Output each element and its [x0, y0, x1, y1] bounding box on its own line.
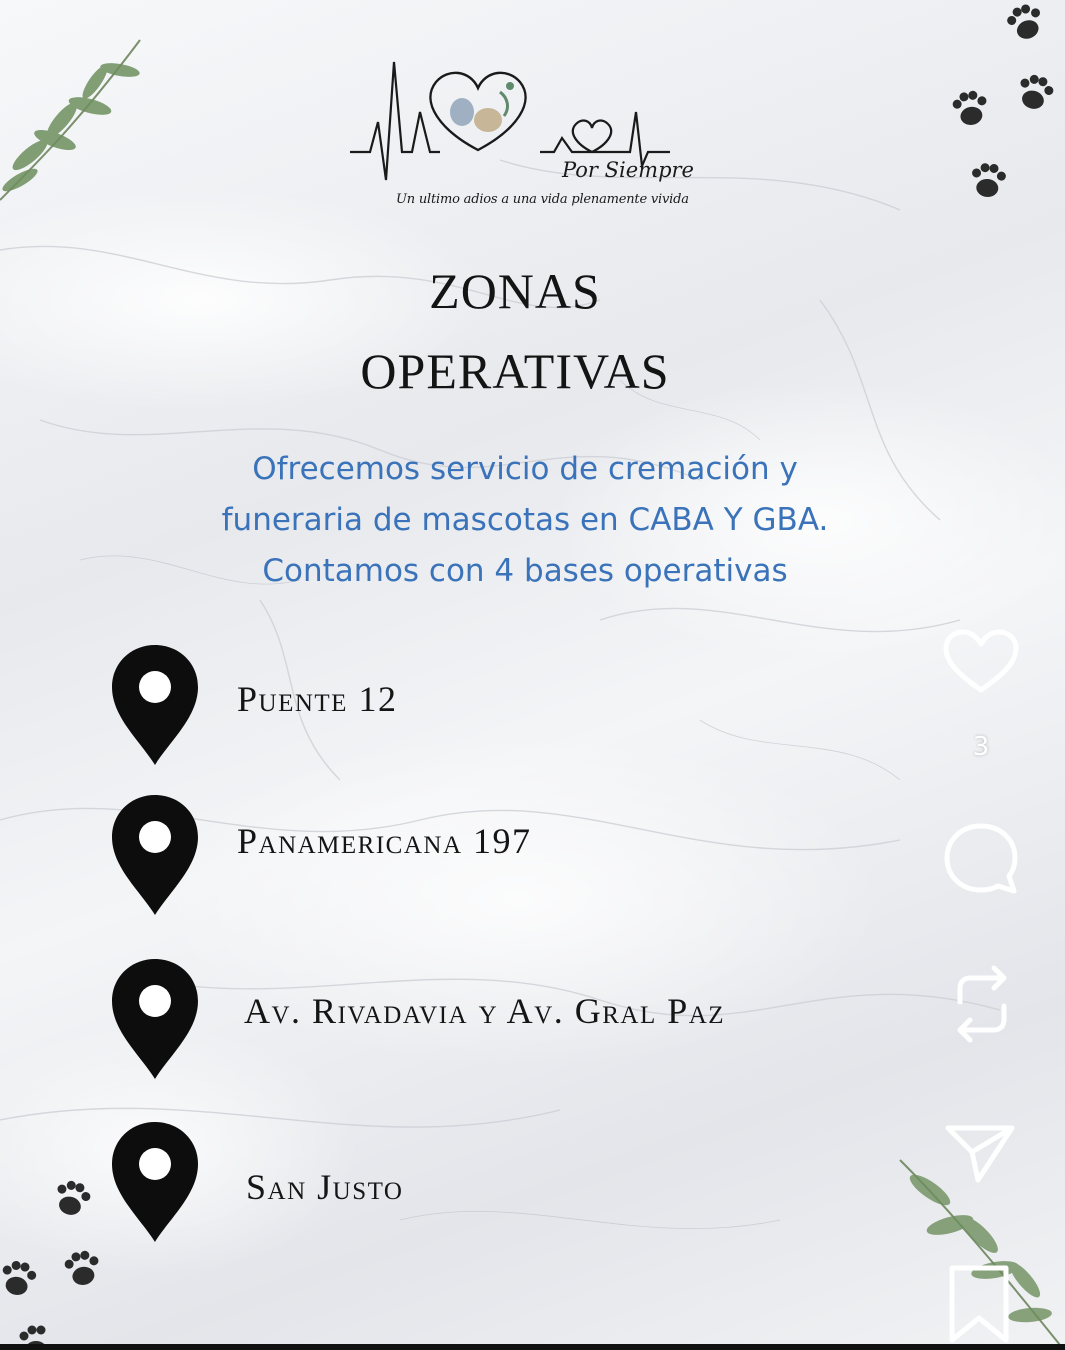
logo-name: Por Siempre: [562, 158, 694, 182]
subtitle-line-3: Contamos con 4 bases operativas: [262, 553, 788, 589]
bookmark-icon[interactable]: [946, 1264, 1012, 1344]
paw-prints-top-right: [940, 0, 1065, 220]
location-pin-icon: [110, 1120, 200, 1244]
paw-prints-bottom-left: [0, 1170, 120, 1350]
logo-tagline: Un ultimo adios a una vida plenamente vivida: [396, 192, 689, 207]
location-label: Panamericana 197: [237, 821, 532, 861]
repost-icon[interactable]: [948, 962, 1016, 1046]
location-pin-icon: [110, 643, 200, 767]
bottom-edge-bar: [0, 1344, 1065, 1350]
comment-icon[interactable]: [941, 820, 1021, 896]
location-label: Av. Rivadavia y Av. Gral Paz: [244, 991, 726, 1031]
subtitle-line-2: funeraria de mascotas en CABA Y GBA.: [221, 502, 829, 538]
location-label: Puente 12: [237, 679, 398, 719]
location-pin-icon: [110, 957, 200, 1081]
title-line-2: OPERATIVAS: [360, 343, 670, 399]
subtitle-line-1: Ofrecemos servicio de cremación y: [252, 451, 798, 487]
share-icon[interactable]: [944, 1122, 1016, 1184]
brand-logo: [340, 52, 710, 222]
leaf-decoration-top-left: [0, 30, 150, 210]
title-line-1: ZONAS: [429, 263, 601, 319]
location-label: San Justo: [246, 1167, 404, 1207]
like-count: 3: [972, 732, 990, 762]
location-pin-icon: [110, 793, 200, 917]
heart-icon[interactable]: [942, 628, 1020, 696]
